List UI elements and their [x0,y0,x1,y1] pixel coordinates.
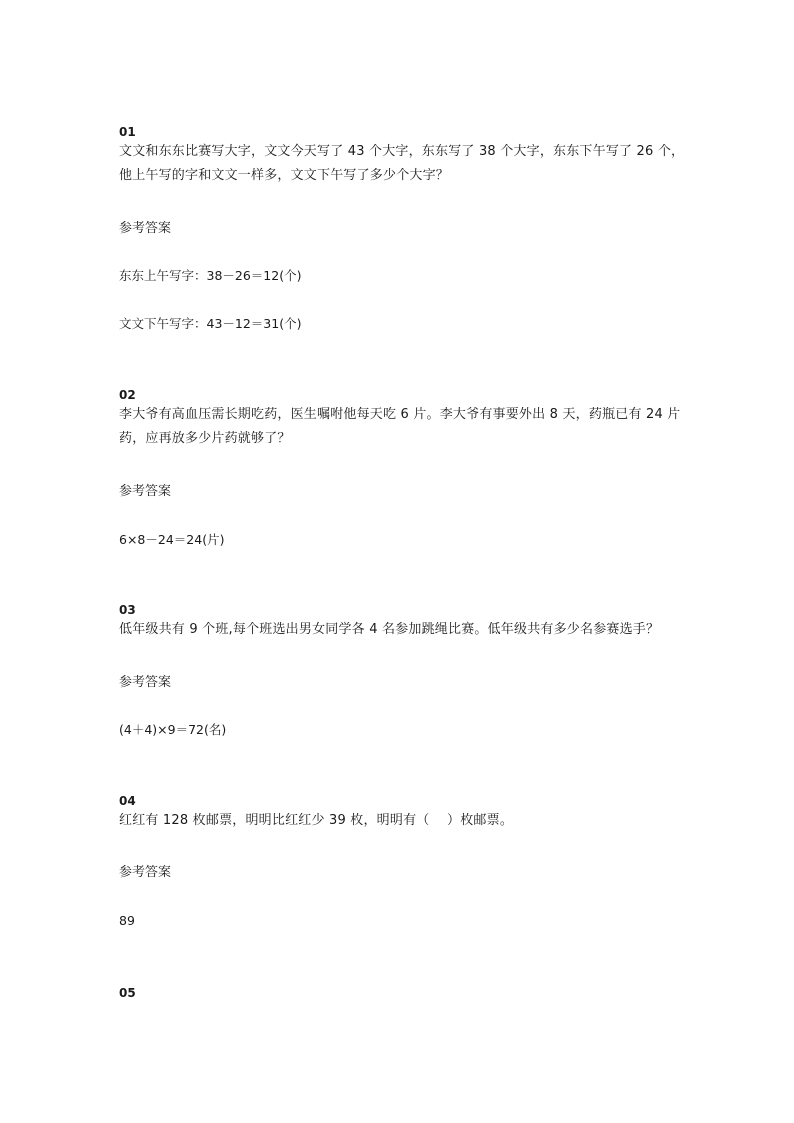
problem-question: 红红有 128 枚邮票，明明比红红少 39 枚，明明有（ ）枚邮票。 [119,813,514,828]
problem-number: 02 [119,388,136,402]
answer-line: 6×8－24＝24(片) [119,532,225,547]
problem-03 [119,602,689,642]
problem-number: 05 [119,986,136,1000]
answer-line: 东东上午写字：38－26＝12(个) [119,268,302,283]
problem-question: 文文和东东比赛写大字，文文今天写了 43 个大字，东东写了 38 个大字，东东下午写了 26 个，他上午写的字和文文一样多，文文下午写了多少个大字？ [119,144,685,183]
problem-04 [119,793,689,833]
answer-label: 参考答案 [119,221,172,236]
problem-question: 低年级共有 9 个班,每个班选出男女同学各 4 名参加跳绳比赛。低年级共有多少名参赛选手？ [119,622,660,637]
problem-02 [119,387,689,451]
answer-label: 参考答案 [119,675,172,690]
answer-line: 89 [119,913,135,928]
answer-line: (4＋4)×9＝72(名) [119,722,227,737]
problem-01 [119,124,689,188]
problem-05 [119,985,689,1001]
problem-number: 01 [119,125,136,139]
answer-label: 参考答案 [119,484,172,499]
problem-question: 李大爷有高血压需长期吃药，医生嘱咐他每天吃 6 片。李大爷有事要外出 8 天，药瓶已有 24 片药，应再放多少片药就够了？ [119,407,681,446]
answer-label: 参考答案 [119,865,172,880]
problem-number: 04 [119,794,136,808]
problem-number: 03 [119,603,136,617]
answer-line: 文文下午写字：43－12＝31(个) [119,316,302,331]
